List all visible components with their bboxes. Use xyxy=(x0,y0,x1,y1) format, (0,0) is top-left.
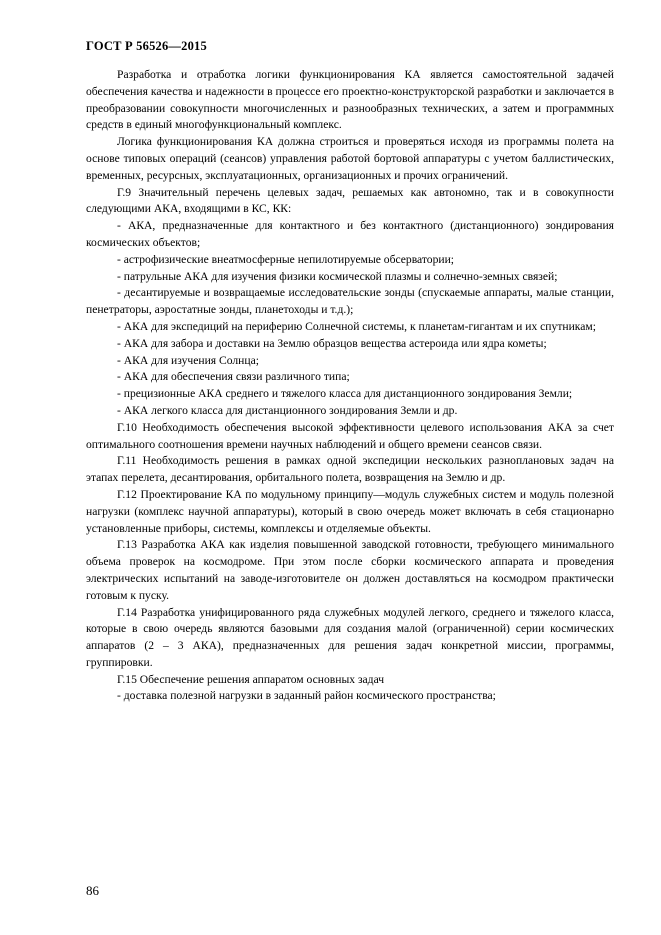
list-item: - десантируемые и возвращаемые исследовательские зонды (спускаемые аппараты, малые станции, пенетраторы, аэростатные зонды, планетоходы и т.д.); xyxy=(86,286,614,317)
list-item: - астрофизические внеатмосферные непилотируемые обсерватории; xyxy=(117,252,455,266)
list-item: - АКА для забора и доставки на Землю образцов вещества астероида или ядра кометы; xyxy=(117,336,547,350)
document-body xyxy=(86,67,614,705)
list-item: - АКА для обеспечения связи различного типа; xyxy=(117,370,350,384)
paragraph-g10: Г.10 Необходимость обеспечения высокой эффективности целевого использования АКА за счет оптимального соотношения времени научных наблюдений и общего времени сеансов связи. xyxy=(86,420,614,451)
list-item: - АКА легкого класса для дистанционного зондирования Земли и др. xyxy=(117,403,458,417)
list-item: - доставка полезной нагрузки в заданный район космического пространства; xyxy=(117,689,496,703)
paragraph-g12: Г.12 Проектирование КА по модульному принципу—модуль служебных систем и модуль полезной нагрузки (комплекс научной аппаратуры), который в свою очередь может включать в себя стационарно установленные приборы, системы, комплексы и отделяемые объекты. xyxy=(86,487,614,535)
list-item: - АКА для изучения Солнца; xyxy=(117,353,259,367)
paragraph-g13: Г.13 Разработка АКА как изделия повышенной заводской готовности, требующего минимального объема проверок на космодроме. При этом после сборки космического аппарата и проведения электрических испытаний на заводе-изготовителе он должен доставляться на космодром практически готовым к пуску. xyxy=(86,538,614,602)
paragraph-g15: Г.15 Обеспечение решения аппаратом основных задач xyxy=(117,672,385,686)
list-item: - АКА для экспедиций на периферию Солнечной системы, к планетам-гигантам и их спутникам; xyxy=(117,319,596,333)
paragraph-logic-func: Логика функционирования КА должна строиться и проверяться исходя из программы полета на основе типовых операций (сеансов) управления работой бортовой аппаратуры с учетом баллистических, временных, ресурсных, эксплуатационных, организационных и прочих ограничений. xyxy=(86,135,614,182)
list-item: - патрульные АКА для изучения физики космической плазмы и солнечно-земных связей; xyxy=(117,269,558,283)
paragraph-logic-dev: Разработка и отработка логики функционирования КА является самостоятельной задачей обеспечения качества и надежности в процессе его проектно-конструкторской разработки и заключается в преобразовании совокупности многочисленных и разнообразных технических, а затем и программных средств в единый многофункциональный комплекс. xyxy=(86,68,614,132)
page-number: 86 xyxy=(86,883,99,898)
list-item: - прецизионные АКА среднего и тяжелого класса для дистанционного зондирования Земли; xyxy=(117,387,573,401)
paragraph-g9: Г.9 Значительный перечень целевых задач, решаемых как автономно, так и в совокупности следующими АКА, входящими в КС, КК: xyxy=(86,185,614,216)
document-header: ГОСТ Р 56526—2015 xyxy=(86,39,207,53)
list-item: - АКА, предназначенные для контактного и без контактного (дистанционного) зондирования космических объектов; xyxy=(86,219,614,249)
paragraph-g14: Г.14 Разработка унифицированного ряда служебных модулей легкого, среднего и тяжелого класса, которые в свою очередь являются базовыми для создания малой (ограниченной) серии космических аппаратов (2 – 3 АКА), предназначенных для решения задач конкретной миссии, программы, группировки. xyxy=(86,605,614,669)
paragraph-g11: Г.11 Необходимость решения в рамках одной экспедиции нескольких разноплановых задач на этапах перелета, десантирования, орбитального полета, возвращения на Землю и др. xyxy=(86,454,614,485)
